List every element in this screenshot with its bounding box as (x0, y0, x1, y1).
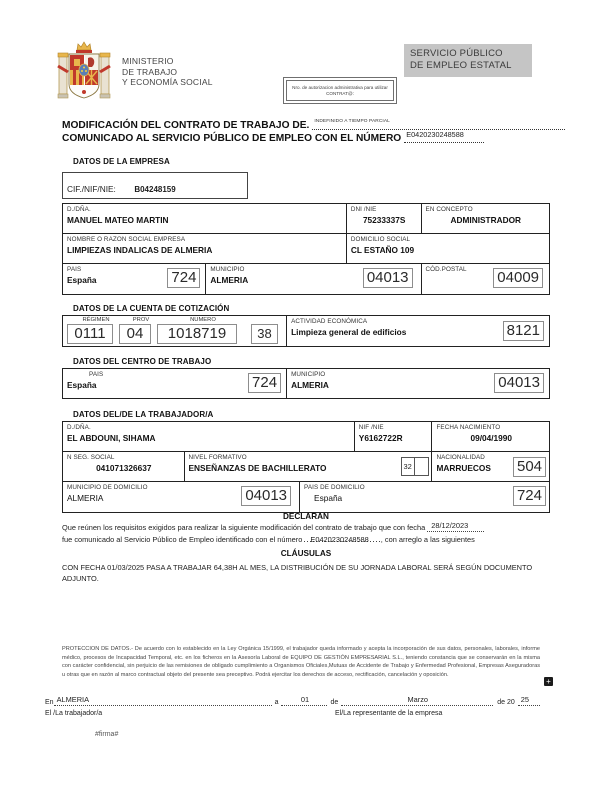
prov-code: 04 (119, 324, 151, 344)
trabajador-row-1 (63, 422, 549, 452)
empresa-domicilio-label: DOMICILIO SOCIAL (350, 236, 411, 243)
trabajador-dna-label: D./DÑA. (67, 424, 91, 431)
cif-value: B04248159 (134, 185, 176, 194)
firma-placeholder: #firma# (95, 731, 119, 738)
empresa-row-3 (63, 264, 549, 294)
nivel-formativo-extra-box (415, 457, 429, 476)
clausula-text: CON FECHA 01/03/2025 PASA A TRABAJAR 64,38H AL MES, LA DISTRIBUCIÓN DE SU JORNADA LABORAL SERÁ SEGÚN DOCUMENTO ADJUNTO. (62, 563, 533, 583)
contract-type-value: INDEFINIDO A TIEMPO PARCIAL (314, 119, 390, 124)
nivel-formativo-code: 32 (401, 457, 415, 476)
actividad-economica-code: 8121 (503, 321, 544, 341)
centro-table (62, 368, 550, 399)
clausulas-heading: CLÁUSULAS (280, 549, 332, 558)
cotizacion-table (62, 315, 550, 347)
empresa-cod-postal-label: CÓD.POSTAL (425, 266, 467, 273)
municipio-domicilio-code: 04013 (241, 486, 291, 506)
municipio-domicilio-value: ALMERIA (67, 493, 104, 503)
empresa-dni-cell (347, 204, 422, 233)
empresa-cod-postal-cell (422, 264, 549, 294)
numero-label: NUMERO (190, 317, 216, 323)
section-heading-cotizacion: DATOS DE LA CUENTA DE COTIZACIÓN (73, 304, 230, 313)
signature-labels (45, 710, 545, 717)
anio-value: 25 (518, 695, 540, 706)
empresa-row-1 (63, 204, 549, 234)
lugar-value: ALMERIA (54, 695, 272, 706)
empresa-pais-label: PAIS (67, 266, 82, 273)
empresa-municipio-label: MUNICIPIO (210, 266, 245, 273)
empresa-municipio-value: ALMERIA (210, 275, 249, 285)
trabajador-fecha-nacimiento-cell (432, 422, 549, 451)
pais-domicilio-label: PAIS DE DOMICILIO (304, 484, 365, 491)
centro-pais-label: PAIS (89, 371, 104, 378)
title-line-2-dotted-leader (404, 130, 484, 143)
seg-social-cell (63, 452, 185, 481)
empresa-dni-value: 75233337S (362, 215, 406, 225)
centro-municipio-label: MUNICIPIO (291, 371, 326, 378)
nivel-formativo-label: NIVEL FORMATIVO (188, 454, 247, 461)
nacionalidad-label: NACIONALIDAD (436, 454, 485, 461)
centro-pais-value: España (67, 380, 97, 390)
empresa-domicilio-cell (347, 234, 549, 263)
trabajador-nif-cell (355, 422, 433, 451)
sepe-line-1: SERVICIO PÚBLICO (410, 48, 503, 59)
pais-domicilio-value: España (314, 493, 343, 503)
empresa-pais-value: España (67, 275, 97, 285)
empresa-domicilio-value: CL ESTAÑO 109 (350, 245, 415, 255)
trabajador-nif-label: NIF /NIE (358, 424, 384, 431)
actividad-economica-value: Limpieza general de edificios (291, 327, 407, 337)
document-title (62, 119, 566, 145)
a-label: a (274, 699, 279, 706)
contrata-authorization-box (283, 77, 397, 104)
nacionalidad-cell (432, 452, 549, 481)
actividad-economica-label: ACTIVIDAD ECONÓMICA (291, 318, 368, 325)
nivel-formativo-cell (185, 452, 433, 481)
ministry-line-1: MINISTERIO (122, 56, 174, 66)
centro-pais-cell (63, 369, 287, 398)
data-protection-notice: PROTECCION DE DATOS.- De acuerdo con lo establecido en la Ley Orgánica 15/1999, el trabajador queda informado y acepta la incorporación de sus datos, personales, laborales, informe médico, procesos de Incapacidad Temporal, etc. en los ficheros en la Asesoría Laboral de EQUIPO DE GESTIÓN EMPRESARIAL S.L., teniendo constancia que se conservarán en la misma con carácter confidencial, sin perjuicio de las remisiones de obligado cumplimiento a Organismos Oficiales,Mutuas de Accidente de Trabajo y Enfermedad Profesional, Empresas Aseguradoras u otras que en razón al marco contractual objeto del presente sea preceptivo. Podrá ejercitar los derechos de acceso, rectificación, cancelación y oposición. (62, 646, 540, 678)
empresa-row-2 (63, 234, 549, 264)
trabajador-row-3 (63, 482, 549, 512)
sepe-logo-box (404, 44, 532, 77)
nacionalidad-code: 504 (513, 457, 546, 477)
trabajador-dna-cell (63, 422, 355, 451)
ministry-line-2: DE TRABAJO (122, 66, 178, 77)
centro-row (63, 369, 549, 398)
section-heading-empresa: DATOS DE LA EMPRESA (73, 157, 170, 166)
regimen-label: RÉGIMEN (82, 317, 110, 323)
cotizacion-labels (73, 317, 283, 323)
regimen-code: 0111 (67, 324, 113, 344)
municipio-domicilio-cell (63, 482, 300, 512)
ministry-name (122, 56, 213, 88)
empresa-table (62, 203, 550, 295)
representante-signature-label: El/La representante de la empresa (335, 710, 443, 717)
declaran-fecha-value: 28/12/2023 (427, 520, 484, 532)
signature-block (45, 695, 555, 738)
prov-label: PROV (132, 317, 150, 323)
actividad-economica-cell (287, 316, 549, 346)
empresa-municipio-cell (206, 264, 421, 294)
pais-domicilio-code: 724 (513, 486, 546, 506)
sepe-line-2: DE EMPLEO ESTATAL (410, 60, 512, 71)
title-line-1: MODIFICACIÓN DEL CONTRATO DE TRABAJO DE. INDEFINIDO A TIEMPO PARCIAL (62, 119, 566, 132)
empresa-pais-code: 724 (167, 268, 200, 288)
centro-municipio-value: ALMERIA (291, 380, 329, 390)
section-heading-centro: DATOS DEL CENTRO DE TRABAJO (73, 357, 212, 366)
empresa-dna-cell (63, 204, 347, 233)
declaran-line-1: Que reúnen los requisitos exigidos para realizar la siguiente modificación del contrato de trabajo que con fecha 28/12/2023 (62, 522, 550, 534)
en-label: En (45, 699, 54, 706)
cotizacion-row (63, 316, 549, 346)
declaran-numero-value: E0420230248588 (304, 534, 380, 545)
cif-label: CIF./NIF/NIE: (67, 184, 116, 194)
contract-number-value: E0420230248588 (406, 130, 464, 139)
digito-control-code: 38 (251, 324, 278, 344)
seg-social-value: 041071326637 (96, 463, 152, 473)
declaran-line-2: fue comunicado al Servicio Público de Empleo identificado con el número E0420230248588 , con arreglo a las siguientes (62, 535, 475, 544)
empresa-concepto-label: EN CONCEPTO (425, 206, 473, 213)
declaran-heading: DECLARAN (283, 512, 329, 521)
numero-code: 1018719 (157, 324, 237, 344)
cotizacion-cuenta-cell (63, 316, 287, 346)
de-label: de (330, 699, 339, 706)
seg-social-label: N SEG. SOCIAL (67, 454, 115, 461)
centro-municipio-code: 04013 (494, 373, 544, 393)
declaran-paragraph (62, 522, 550, 545)
trabajador-table (62, 421, 550, 513)
trabajador-signature-label: El /La trabajador/a (45, 710, 103, 717)
signature-date-line (45, 695, 555, 706)
dia-value: 01 (281, 695, 327, 706)
title-line-2: COMUNICADO AL SERVICIO PÚBLICO DE EMPLEO CON EL NÚMERO E0420230248588 (62, 132, 566, 145)
nivel-formativo-code-boxes (401, 457, 429, 476)
municipio-domicilio-label: MUNICIPIO DE DOMICILIO (67, 484, 148, 491)
mes-value: Marzo (341, 695, 493, 706)
empresa-razon-social-label: NOMBRE O RAZON SOCIAL EMPRESA (67, 236, 186, 243)
trabajador-nif-value: Y6162722R (358, 433, 403, 443)
contrata-authorization-text: Nro. de autorizacion administrativa para utilizar CONTRAT@: (286, 80, 394, 101)
empresa-dna-label: D./DÑA. (67, 206, 91, 213)
fecha-nacimiento-label: FECHA NACIMIENTO (436, 424, 501, 431)
centro-municipio-cell (287, 369, 549, 398)
cotizacion-boxes (67, 324, 283, 344)
empresa-razon-social-value: LIMPIEZAS INDALICAS DE ALMERIA (67, 245, 213, 255)
empresa-pais-cell (63, 264, 206, 294)
section-heading-trabajador: DATOS DEL/DE LA TRABAJADOR/A (73, 410, 214, 419)
empresa-dni-label: DNI /NIE (350, 206, 377, 213)
de20-label: de 20 (497, 699, 515, 706)
trabajador-dna-value: EL ABDOUNI, SIHAMA (67, 433, 156, 443)
ministry-line-3: Y ECONOMÍA SOCIAL (122, 77, 213, 87)
nacionalidad-value: MARRUECOS (436, 463, 491, 473)
spain-coat-of-arms-icon (57, 40, 111, 107)
empresa-cod-postal-code: 04009 (493, 268, 543, 288)
fecha-nacimiento-value: 09/04/1990 (470, 433, 513, 443)
empresa-concepto-value: ADMINISTRADOR (450, 215, 522, 225)
trabajador-row-2 (63, 452, 549, 482)
nivel-formativo-value: ENSEÑANZAS DE BACHILLERATO (188, 463, 327, 473)
centro-pais-code: 724 (248, 373, 281, 393)
plus-icon[interactable]: + (544, 677, 553, 686)
empresa-concepto-cell (422, 204, 549, 233)
pais-domicilio-cell (300, 482, 549, 512)
cif-box (62, 172, 248, 199)
empresa-razon-social-cell (63, 234, 347, 263)
empresa-dna-value: MANUEL MATEO MARTIN (67, 215, 169, 225)
empresa-municipio-code: 04013 (363, 268, 413, 288)
